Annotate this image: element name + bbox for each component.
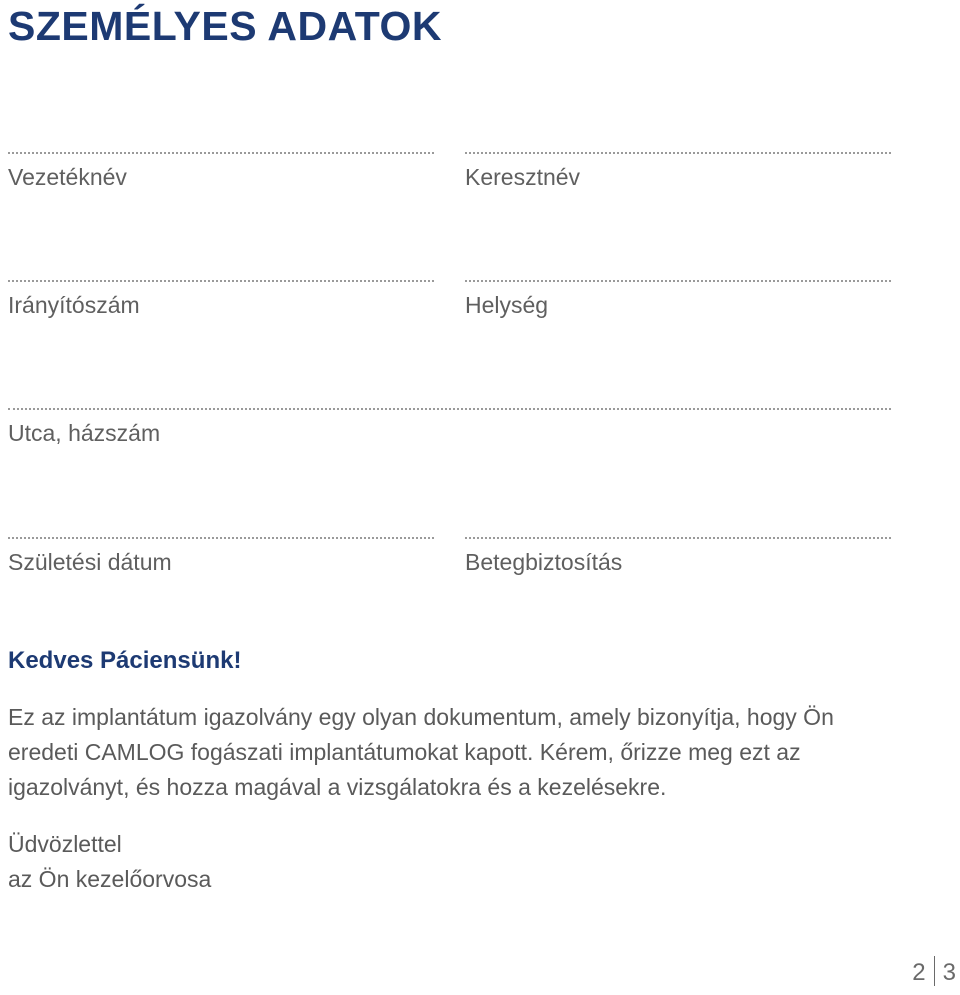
- street-dotted-line: [8, 408, 891, 410]
- page-title: SZEMÉLYES ADATOK: [8, 3, 443, 49]
- insurance-dotted-line: [465, 537, 891, 539]
- birth-date-dotted-line: [8, 537, 434, 539]
- birth-date-field[interactable]: [8, 537, 434, 597]
- zip-field[interactable]: [8, 280, 434, 340]
- page-number-divider: [934, 956, 935, 986]
- closing: [8, 827, 211, 897]
- first-name-dotted-line: [465, 152, 891, 154]
- page-number-left: 2: [912, 959, 926, 986]
- city-field[interactable]: [465, 280, 891, 340]
- city-label: Helység: [465, 292, 549, 318]
- last-name-dotted-line: [8, 152, 434, 154]
- zip-dotted-line: [8, 280, 434, 282]
- last-name-field[interactable]: [8, 152, 434, 212]
- letter-body: Ez az implantátum igazolvány egy olyan dokumentum, amely bizonyítja, hogy Ön eredeti CAMLOG fogászati implantátumokat kapott. Kérem, őrizze meg ezt az igazolványt, és hozza magával a vizsgálatokra és a kezelésekre.: [8, 704, 834, 800]
- insurance-field[interactable]: [465, 537, 891, 597]
- page-number-right: 3: [942, 959, 956, 986]
- first-name-field[interactable]: [465, 152, 891, 212]
- birth-date-label: Születési dátum: [8, 549, 172, 575]
- page-number: [912, 956, 956, 990]
- closing-salutation: Üdvözlettel: [8, 831, 122, 857]
- last-name-label: Vezetéknév: [8, 164, 127, 190]
- first-name-label: Keresztnév: [465, 164, 581, 190]
- zip-label: Irányítószám: [8, 292, 140, 318]
- closing-signature: az Ön kezelőorvosa: [8, 866, 212, 892]
- greeting: Kedves Páciensünk!: [8, 647, 242, 674]
- city-dotted-line: [465, 280, 891, 282]
- insurance-label: Betegbiztosítás: [465, 549, 623, 575]
- street-field[interactable]: [8, 408, 891, 468]
- street-label: Utca, házszám: [8, 420, 161, 446]
